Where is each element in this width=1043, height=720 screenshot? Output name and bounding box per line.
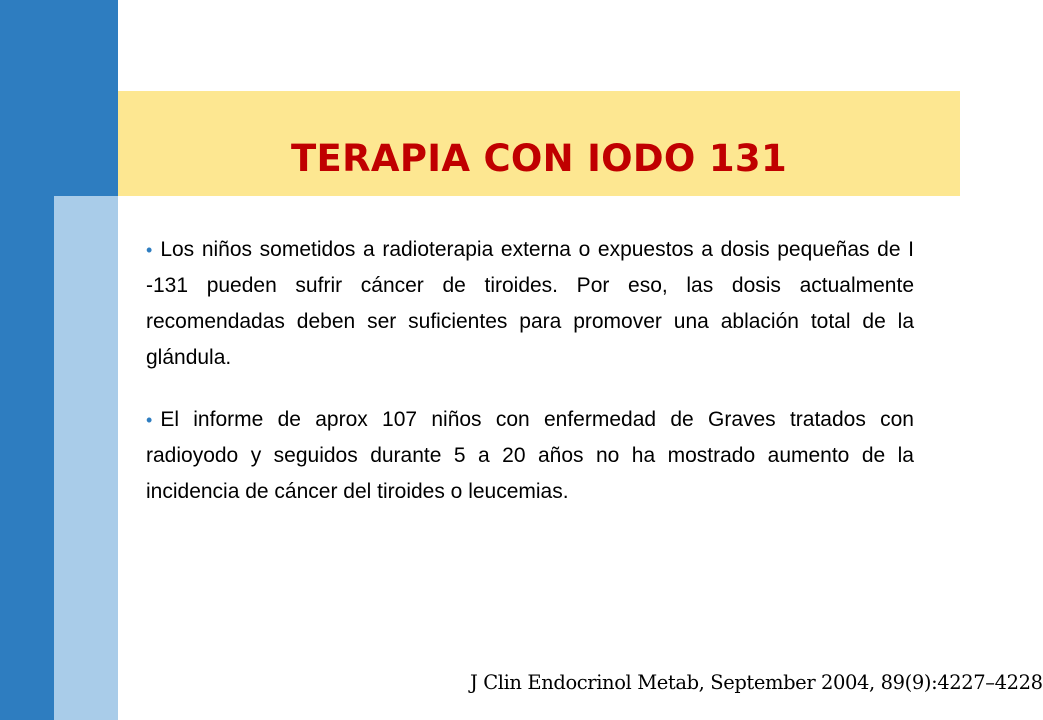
left-accent-bar-light — [54, 196, 118, 720]
bullet-list — [146, 232, 914, 536]
bullet-dot-icon: • — [146, 410, 153, 430]
bullet-text: Los niños sometidos a radioterapia externa o expuestos a dosis pequeñas de I -131 pueden sufrir cáncer de tiroides. Por eso, las dosis actualmente recomendadas deben ser suficientes para promover una ablación total de la glándula. — [146, 238, 914, 369]
bullet-text: El informe de aprox 107 niños con enfermedad de Graves tratados con radioyodo y seguidos durante 5 a 20 años no ha mostrado aumento de la incidencia de cáncer del tiroides o leucemias. — [146, 408, 914, 503]
bullet-item — [146, 232, 914, 376]
bullet-dot-icon: • — [146, 240, 153, 260]
slide-title: TERAPIA CON IODO 131 — [291, 137, 787, 180]
citation: J Clin Endocrinol Metab, September 2004, 89(9):4227–4228 — [470, 671, 1043, 694]
bullet-item — [146, 402, 914, 510]
